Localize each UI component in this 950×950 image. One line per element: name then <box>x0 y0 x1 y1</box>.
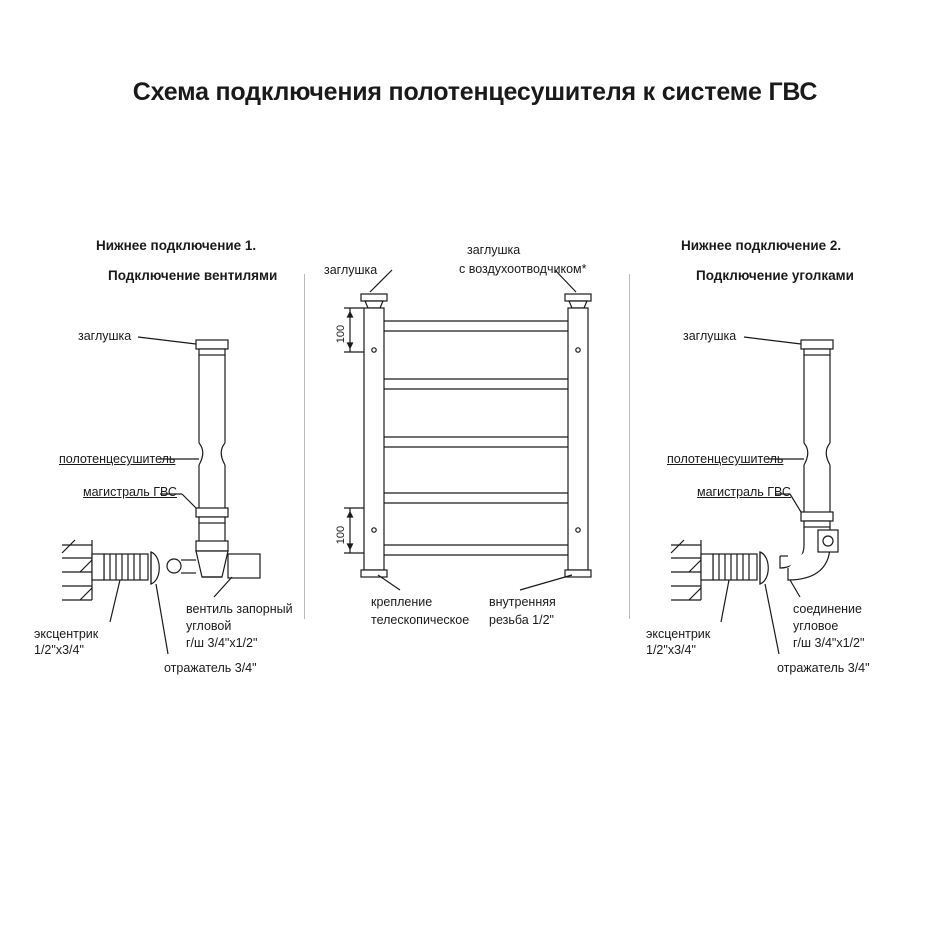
right-panel-heading-1: Нижнее подключение 2. <box>681 238 842 253</box>
center-label-thread-2: резьба 1/2" <box>489 613 554 627</box>
left-panel-heading-2: Подключение вентилями <box>108 268 278 283</box>
left-label-plug: заглушка <box>78 329 132 343</box>
right-label-elbow-1: соединение <box>793 602 862 616</box>
left-label-reflector: отражатель 3/4" <box>164 661 257 675</box>
center-label-mount-2: телескопическое <box>371 613 470 627</box>
left-label-valve-2: угловой <box>186 619 232 633</box>
right-label-eccentric-2: 1/2"х3/4" <box>646 643 696 657</box>
left-label-eccentric-2: 1/2"х3/4" <box>34 643 84 657</box>
left-label-towel-dryer: полотенцесушитель <box>59 452 176 466</box>
center-dimension-bottom: 100 <box>335 525 347 545</box>
left-label-valve-3: г/ш 3/4"х1/2" <box>186 636 258 650</box>
right-assembly <box>671 337 838 654</box>
right-label-eccentric-1: эксцентрик <box>646 627 711 641</box>
left-label-hot-water-main: магистраль ГВС <box>83 485 177 499</box>
center-label-thread-1: внутренняя <box>489 595 556 609</box>
left-label-valve-1: вентиль запорный <box>186 602 293 616</box>
center-label-air-vent-1: заглушка <box>467 243 521 257</box>
right-label-elbow-3: г/ш 3/4"х1/2" <box>793 636 865 650</box>
center-ladder <box>344 270 591 590</box>
left-assembly <box>62 337 260 654</box>
page-title: Схема подключения полотенцесушителя к системе ГВС <box>132 78 818 106</box>
right-label-plug: заглушка <box>683 329 737 343</box>
right-label-hot-water-main: магистраль ГВС <box>697 485 791 499</box>
right-label-towel-dryer: полотенцесушитель <box>667 452 784 466</box>
right-label-reflector: отражатель 3/4" <box>777 661 870 675</box>
center-label-plug: заглушка <box>324 263 378 277</box>
right-label-elbow-2: угловое <box>793 619 839 633</box>
left-panel-heading-1: Нижнее подключение 1. <box>96 238 257 253</box>
left-label-eccentric-1: эксцентрик <box>34 627 99 641</box>
center-label-mount-1: крепление <box>371 595 433 609</box>
right-panel-heading-2: Подключение уголками <box>696 268 854 283</box>
center-dimension-top: 100 <box>335 324 347 344</box>
center-label-air-vent-2: с воздухоотводчиком* <box>459 262 587 276</box>
